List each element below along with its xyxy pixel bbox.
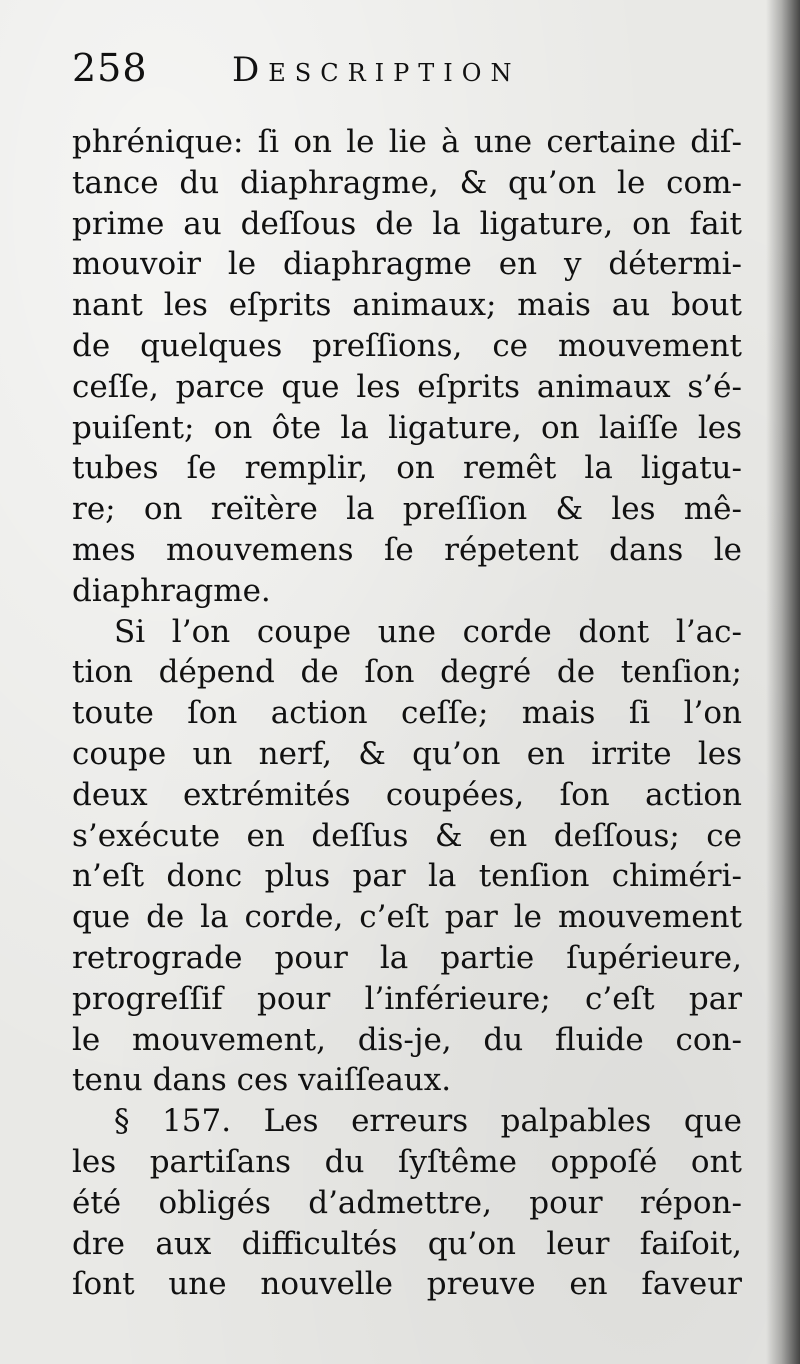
text-line: toute ſon action ceſſe; mais ſi l’on <box>72 695 742 732</box>
text-line: s’exécute en deſſus & en deſſous; ce <box>72 817 742 854</box>
text-line: mouvoir le diaphragme en y détermi- <box>72 246 742 283</box>
paragraph-end-line: tenu dans ces vaiſſeaux. <box>72 1062 452 1099</box>
text-line: mes mouvemens ſe répetent dans le <box>72 531 742 568</box>
text-line: deux extrémités coupées, ſon action <box>72 776 742 813</box>
paragraph-start-line: Si l’on coupe une corde dont l’ac- <box>114 613 742 650</box>
text-line: retrograde pour la partie ſupérieure, <box>72 939 742 976</box>
text-line: progreſſif pour l’inférieure; c’eſt par <box>72 980 742 1017</box>
text-line: tance du diaphragme, & qu’on le com- <box>72 164 742 201</box>
page-header <box>72 46 712 106</box>
text-line: le mouvement, dis-je, du fluide con- <box>72 1021 742 1058</box>
text-line: re; on reïtère la preſſion & les mê- <box>72 491 742 528</box>
text-line: tion dépend de ſon degré de tenſion; <box>72 654 742 691</box>
text-line: de quelques preſſions, ce mouvement <box>72 327 742 364</box>
paragraph-end-line: diaphragme. <box>72 572 271 609</box>
text-line: que de la corde, c’eſt par le mouvement <box>72 899 742 936</box>
text-line: été obligés d’admettre, pour répon- <box>72 1184 742 1221</box>
text-line: phrénique: ſi on le lie à une certaine diſ- <box>72 124 742 160</box>
text-line: nant les eſprits animaux; mais au bout <box>72 287 742 324</box>
page-gutter-shadow <box>766 0 800 1364</box>
text-line: dre aux difficultés qu’on leur faiſoit, <box>72 1225 742 1262</box>
body-text <box>72 122 742 1305</box>
text-line: puiſent; on ôte la ligature, on laiſſe les <box>72 409 742 446</box>
text-line: prime au deſſous de la ligature, on fait <box>72 205 742 242</box>
section-start-line: § 157. Les erreurs palpables que <box>114 1103 742 1140</box>
text-line: coupe un nerf, & qu’on en irrite les <box>72 735 742 772</box>
text-line: ſont une nouvelle preuve en faveur <box>72 1266 742 1303</box>
text-line: les partiſans du ſyſtême oppoſé ont <box>72 1143 742 1180</box>
text-line: tubes ſe remplir, on remêt la ligatu- <box>72 450 742 487</box>
text-line: ceſſe, parce que les eſprits animaux s’é- <box>72 368 742 405</box>
text-line: n’eſt donc plus par la tenſion chiméri- <box>72 858 742 895</box>
page-number: 258 <box>72 46 148 90</box>
running-head: Description <box>232 50 521 90</box>
